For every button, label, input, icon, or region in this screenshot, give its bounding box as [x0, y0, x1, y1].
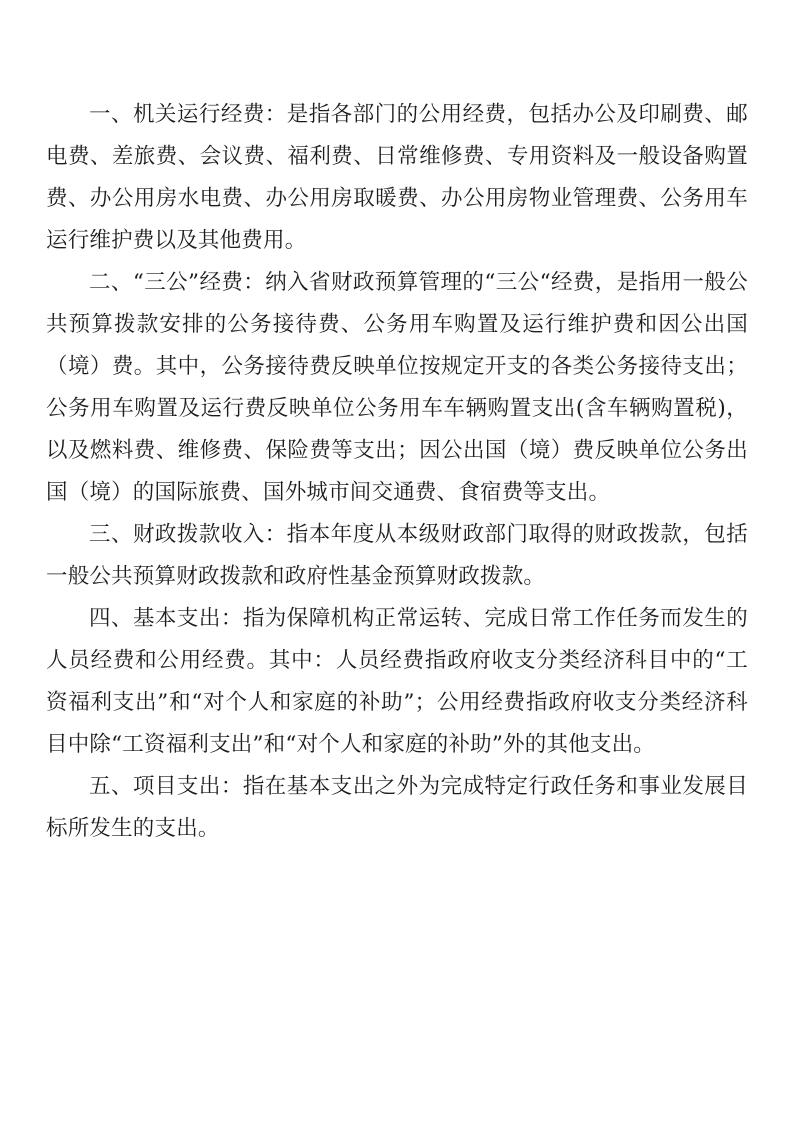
para-basic-expenditure: 四、基本支出：指为保障机构正常运转、完成日常工作任务而发生的人员经费和公用经费。其中：人员经费指政府收支分类经济科目中的“工资福利支出”和“对个人和家庭的补助”；公用经费指政府收支分类经济科目中除“工资福利支出”和“对个人和家庭的补助”外的其他支出。 [46, 606, 748, 757]
document-text-block [46, 94, 748, 850]
para-project-expenditure: 五、项目支出：指在基本支出之外为完成特定行政任务和事业发展目标所发生的支出。 [46, 774, 748, 841]
para-three-public-expenses: 二、“三公”经费：纳入省财政预算管理的“三公“经费，是指用一般公共预算拨款安排的公务接待费、公务用车购置及运行维护费和因公出国（境）费。其中，公务接待费反映单位按规定开支的各类公务接待支出；公务用车购置及运行费反映单位公务用车车辆购置支出(含车辆购置税)，以及燃料费、维修费、保险费等支出；因公出国（境）费反映单位公务出国（境）的国际旅费、国外城市间交通费、食宿费等支出。 [46, 270, 748, 505]
para-agency-operating-expenses: 一、机关运行经费：是指各部门的公用经费，包括办公及印刷费、邮电费、差旅费、会议费、福利费、日常维修费、专用资料及一般设备购置费、办公用房水电费、办公用房取暖费、办公用房物业管理费、公务用车运行维护费以及其他费用。 [46, 102, 748, 253]
para-fiscal-appropriation-income: 三、财政拨款收入：指本年度从本级财政部门取得的财政拨款，包括一般公共预算财政拨款和政府性基金预算财政拨款。 [46, 522, 748, 589]
